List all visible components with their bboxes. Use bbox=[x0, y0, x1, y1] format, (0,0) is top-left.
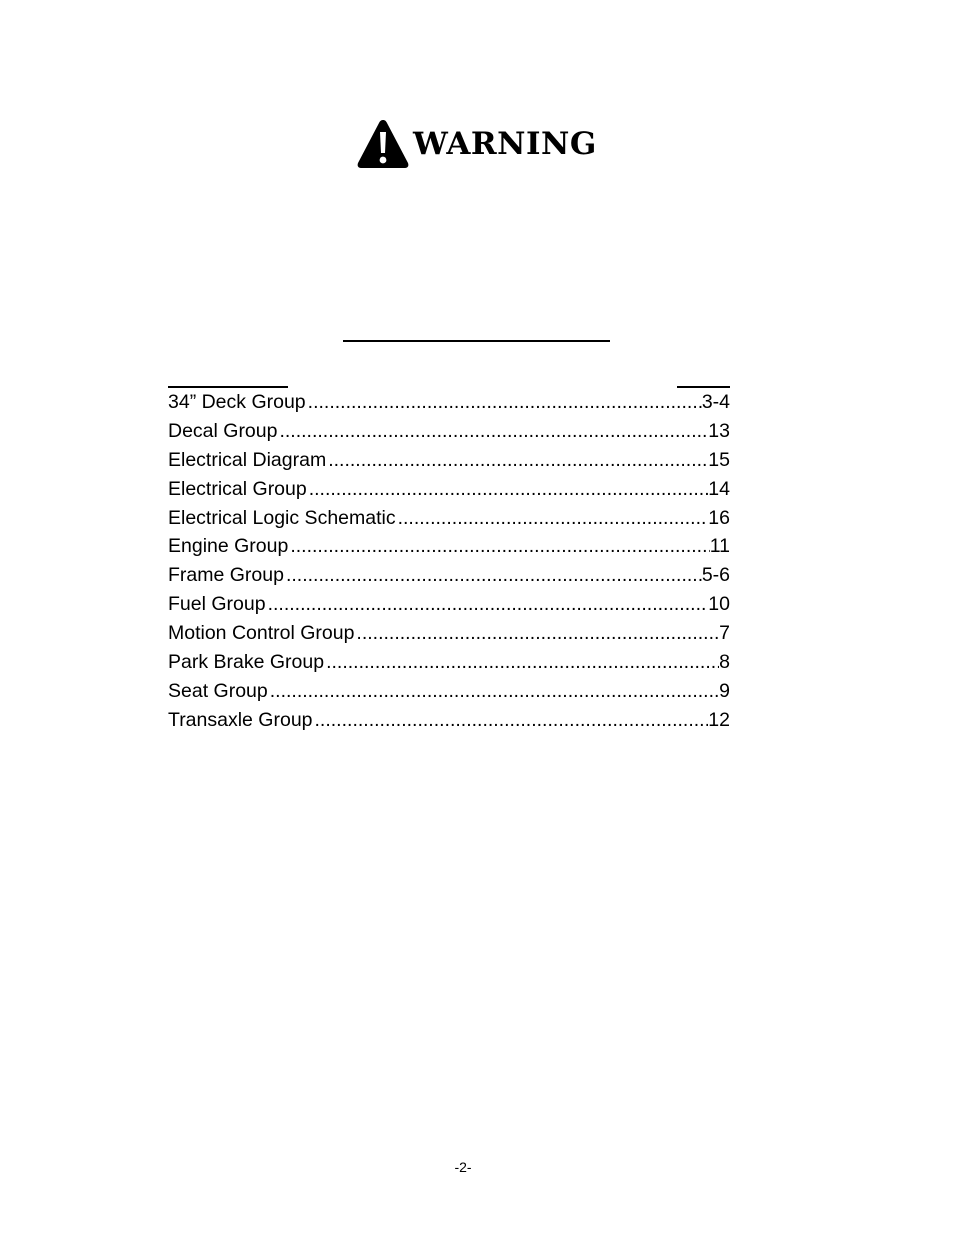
toc-entry-page: 12 bbox=[708, 708, 730, 731]
toc-entry[interactable] bbox=[168, 504, 730, 533]
table-of-contents bbox=[168, 388, 730, 735]
toc-entry-label: Motion Control Group bbox=[168, 622, 355, 645]
toc-entry[interactable] bbox=[168, 706, 730, 735]
toc-entry-label: Electrical Logic Schematic bbox=[168, 506, 396, 529]
toc-entry-page: 5-6 bbox=[701, 564, 730, 587]
toc-entry[interactable] bbox=[168, 475, 730, 504]
toc-leader-dots bbox=[398, 504, 709, 533]
toc-entry-page: 13 bbox=[708, 419, 730, 442]
toc-entry-label: Seat Group bbox=[168, 679, 268, 702]
toc-entry[interactable] bbox=[168, 417, 730, 446]
toc-leader-dots bbox=[268, 590, 709, 619]
toc-entry-page: 9 bbox=[719, 679, 730, 702]
toc-entry[interactable] bbox=[168, 590, 730, 619]
toc-entry-page: 14 bbox=[708, 477, 730, 500]
toc-entry-page: 15 bbox=[708, 448, 730, 471]
toc-leader-dots bbox=[286, 561, 702, 590]
toc-entry-label: 34” Deck Group bbox=[168, 391, 306, 413]
toc-entry-page: 7 bbox=[719, 622, 730, 645]
toc-entry[interactable] bbox=[168, 388, 730, 417]
toc-leader-dots bbox=[308, 388, 702, 417]
toc-entry-label: Fuel Group bbox=[168, 593, 266, 616]
warning-title: WARNING bbox=[413, 126, 597, 162]
toc-entry-label: Electrical Group bbox=[168, 477, 307, 500]
toc-leader-dots bbox=[328, 446, 708, 475]
toc-entry[interactable] bbox=[168, 648, 730, 677]
toc-entry-page: 8 bbox=[719, 651, 730, 674]
toc-entry-label: Electrical Diagram bbox=[168, 448, 327, 471]
toc-entry[interactable] bbox=[168, 446, 730, 475]
toc-leader-dots bbox=[309, 475, 709, 504]
warning-header bbox=[356, 118, 597, 170]
toc-leader-dots bbox=[356, 619, 719, 648]
toc-entry[interactable] bbox=[168, 677, 730, 706]
toc-leader-dots bbox=[290, 532, 709, 561]
toc-entry-page: 10 bbox=[708, 593, 730, 616]
title-underline bbox=[343, 340, 610, 342]
toc-leader-dots bbox=[315, 706, 709, 735]
warning-triangle-icon bbox=[356, 118, 410, 170]
toc-entry-label: Engine Group bbox=[168, 535, 289, 558]
toc-entry[interactable] bbox=[168, 532, 730, 561]
toc-entry-label: Decal Group bbox=[168, 419, 278, 442]
toc-entry-label: Transaxle Group bbox=[168, 708, 313, 731]
toc-entry-page: 16 bbox=[708, 506, 730, 529]
toc-entry[interactable] bbox=[168, 619, 730, 648]
toc-leader-dots bbox=[326, 648, 719, 677]
toc-leader-dots bbox=[270, 677, 719, 706]
toc-entry-label: Frame Group bbox=[168, 564, 284, 587]
toc-entry-page: 3-4 bbox=[701, 391, 730, 413]
toc-entry-page: 11 bbox=[709, 535, 730, 558]
toc-entry-label: Park Brake Group bbox=[168, 651, 325, 674]
toc-leader-dots bbox=[279, 417, 708, 446]
toc-entry[interactable] bbox=[168, 561, 730, 590]
page-number: -2- bbox=[454, 1159, 472, 1175]
